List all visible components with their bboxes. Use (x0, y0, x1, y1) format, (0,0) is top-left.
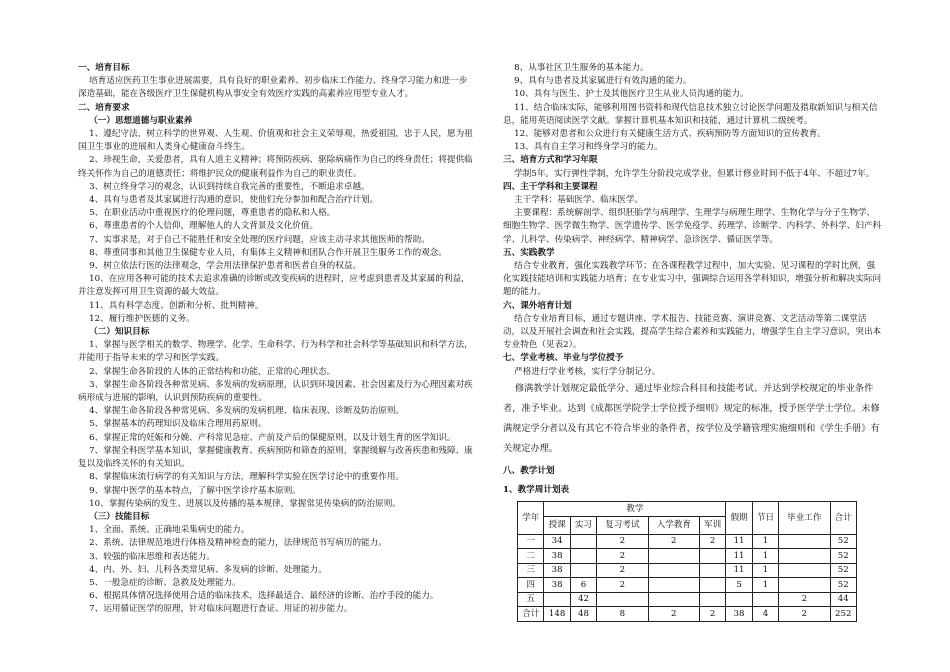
header-graduation: 毕业工作 (779, 502, 830, 535)
list-item: 10、在应用各种可能的技术去追求准确的诊断或改变疾病的进程时，应考虑到患者及其家属的利益，并注意发挥可用卫生资源的最大效益。 (78, 274, 470, 298)
table-cell: 11 (726, 534, 752, 549)
table-cell: 52 (830, 534, 856, 549)
list-item: 4、内、外、妇、儿科各类常见病、多发病的诊断、处理能力。 (89, 564, 327, 575)
table-cell: 11 (726, 563, 752, 578)
table-cell: 二 (518, 549, 544, 564)
header-review-exam: 复习考试 (597, 516, 648, 534)
list-item: 1、遵纪守法，树立科学的世界观、人生观、价值观和社会主义荣辱观，热爱祖国，忠于人民，愿为祖国卫生事业的进展和人类身心健康奋斗终生。 (78, 129, 473, 153)
table-cell: 2 (597, 534, 648, 549)
table-cell: 38 (544, 549, 570, 564)
list-item: 10、具有与医生、护士及其他医疗卫生从业人员沟通的能力。 (514, 89, 749, 100)
section-5-text: 结合专业教育，强化实践教学环节；在各课程教学过程中，加大实验、见习课程的学时比例，强化实践技能培训和实践能力培育；在专业实习中，强调综合运用各学科知识，增强分析和解决实际问题的能力。 (503, 261, 882, 298)
table-cell: 2 (699, 607, 725, 622)
subsection-3-title: （三）技能目标 (89, 511, 150, 522)
header-vacation: 假期 (726, 502, 752, 535)
section-1-text: 培育适应医药卫生事业进展需要，具有良好的职业素养、初步临床工作能力、终身学习能力和进一步深造基础，能在各级医疗卫生保健机构从事安全有效医疗实践的高素养应用型专业人才。 (78, 76, 468, 100)
table-cell: 8 (597, 607, 648, 622)
table-row (518, 592, 857, 607)
section-4-title: 四、主干学科和主要课程 (503, 181, 598, 192)
list-item: 6、掌握正常的妊娠和分娩、产科常见急症、产前及产后的保健原则，以及计划生育的医学知识。 (89, 432, 456, 443)
list-item: 4、具有与患者及其家属进行沟通的意识，使他们充分参加和配合治疗计划。 (89, 195, 379, 206)
list-item: 9、树立依法行医的法律观念，学会用法律保护患者和医者自身的权益。 (89, 261, 362, 272)
header-teaching: 教学 (544, 502, 726, 517)
header-entry-education: 入学教育 (648, 516, 699, 534)
teaching-week-table (517, 501, 857, 622)
table-cell: 五 (518, 592, 544, 607)
table-cell: 38 (544, 563, 570, 578)
header-lecture: 授课 (544, 516, 570, 534)
list-item: 8、从事社区卫生服务的基本能力。 (514, 63, 649, 73)
list-item: 5、在职业活动中重视医疗的伦理问题，尊重患者的隐私和人格。 (89, 208, 336, 219)
table-cell: 2 (597, 549, 648, 564)
table-cell (726, 592, 752, 607)
table-cell: 1 (752, 578, 778, 593)
table-cell: 6 (570, 578, 596, 593)
list-item: 3、较强的临床思维和表达能力。 (89, 551, 215, 562)
section-3-title: 三、培育方式和学习年限 (503, 155, 598, 166)
subsection-1-list (78, 128, 475, 326)
header-festival: 节日 (752, 502, 778, 535)
list-item: 11、结合临床实际，能够利用图书资料和现代信息技术独立讨论医学问题及猎取新知识与相关信息，能用英语阅读医学文献。掌握计算机基本知识和技能，通过计算机二级统考。 (503, 102, 878, 126)
table-cell: 52 (830, 578, 856, 593)
table-cell (779, 534, 830, 549)
table-row (518, 534, 857, 549)
table-cell (648, 549, 699, 564)
table-cell: 2 (779, 592, 830, 607)
section-5-title: 五、实践教学 (503, 247, 555, 258)
subsection-1-title: （一）思想道德与职业素养 (89, 115, 193, 126)
table-cell (544, 592, 570, 607)
list-item: 2、珍视生命，关爱患者，具有人道主义精神；将预防疾病、驱除病痛作为自己的终身责任；将提供临终关怀作为自己的道德责任；将维护民众的健康利益作为自己的职业责任。 (78, 155, 473, 179)
table-cell: 252 (830, 607, 856, 622)
section-3-text: 学制5年。实行弹性学制，允许学生分阶段完成学业，但累计修业时间不低于4年、不超过7年。 (514, 168, 875, 179)
table-row (518, 563, 857, 578)
table-cell: 2 (699, 534, 725, 549)
list-item: 2、系统、法律规范地进行体格及精神检查的能力，法律规范书写病历的能力。 (89, 538, 387, 549)
table-row (518, 549, 857, 564)
table-cell: 38 (544, 578, 570, 593)
table-cell (752, 592, 778, 607)
table-cell: 1 (752, 534, 778, 549)
list-item: 2、掌握生命各阶段的人体的正常结构和功能，正常的心理状态。 (89, 366, 336, 377)
table-cell: 44 (830, 592, 856, 607)
subsection-2-title: （二）知识目标 (89, 327, 150, 338)
table-cell (699, 549, 725, 564)
list-item: 6、尊重患者的个人信仰，理解他人的人文背景及文化价值。 (89, 221, 319, 232)
section-6-text: 结合专业培育目标，通过专题讲座、学术报告、技能竞赛、演讲竞赛、文艺活动等第二课堂活动，以及开展社会调查和社会实践，提高学生综合素养和实践能力，增强学生自主学习意识，突出本专业特色（见表2）。 (503, 313, 882, 351)
table-cell: 38 (726, 607, 752, 622)
list-item: 7、运用循证医学的原理，针对临床问题进行查证、用证的初步能力。 (89, 604, 353, 615)
list-item: 3、树立终身学习的观念，认识到持续自我完善的重要性，不断追求卓越。 (89, 181, 370, 192)
list-item: 9、掌握中医学的基本特点，了解中医学诊疗基本原则。 (89, 485, 301, 496)
table-cell: 2 (648, 607, 699, 622)
table-cell (779, 578, 830, 593)
table-cell: 一 (518, 534, 544, 549)
list-item: 3、掌握生命各阶段各种常见病、多发病的发病原理，认识到环境因素、社会因素及行为心理因素对疾病形成与进展的影响，认识到预防疾病的重要性。 (78, 379, 473, 404)
header-internship: 实习 (570, 516, 596, 534)
table-cell: 2 (597, 578, 648, 593)
table-cell: 2 (597, 563, 648, 578)
list-item: 10、掌握传染病的发生、进展以及传播的基本规律，掌握常见传染病的防治原则。 (89, 498, 401, 509)
table-cell: 4 (752, 607, 778, 622)
section-6-title: 六、课外培育计划 (503, 300, 572, 311)
table-header-row (518, 502, 857, 517)
section-4-text-1: 主干学科：基础医学、临床医学。 (514, 195, 644, 206)
table-row (518, 578, 857, 593)
table-cell (570, 549, 596, 564)
section-7-title: 七、学业考核、毕业与学位授予 (503, 353, 624, 364)
table-cell: 2 (779, 607, 830, 622)
left-column (78, 62, 475, 617)
table-total-row (518, 607, 857, 622)
skills-list-continued (503, 62, 883, 154)
table-cell (699, 592, 725, 607)
table-title: 1、教学周计划表 (503, 485, 570, 496)
table-cell: 三 (518, 563, 544, 578)
subsection-2-list (78, 339, 475, 511)
list-item: 7、掌握全科医学基本知识，掌握健康教育、疾病预防和筛查的原则，掌握缓解与改善疾患和残障、康复以及临终关怀的有关知识。 (78, 445, 473, 470)
list-item: 8、尊重同事和其他卫生保健专业人员，有集体主义精神和团队合作开展卫生服务工作的观念。 (89, 247, 447, 258)
table-cell (648, 592, 699, 607)
list-item: 1、全面、系统、正确地采集病史的能力。 (89, 525, 250, 536)
section-7-text-1: 严格进行学业考核，实行学分制记分。 (514, 366, 661, 377)
table-cell: 52 (830, 563, 856, 578)
table-cell: 48 (570, 607, 596, 622)
table-cell: 1 (752, 563, 778, 578)
right-column (503, 62, 883, 622)
table-cell (699, 578, 725, 593)
table-cell: 42 (570, 592, 596, 607)
table-cell: 11 (726, 549, 752, 564)
subsection-3-list (78, 524, 475, 616)
section-8-title: 八、教学计划 (503, 465, 555, 476)
table-cell: 合计 (518, 607, 544, 622)
table-cell (699, 563, 725, 578)
table-cell (648, 578, 699, 593)
list-item: 6、根据具体情况选择使用合适的临床技术，选择最适合、最经济的诊断、治疗手段的能力。 (89, 591, 439, 602)
list-item: 13、具有自主学习和终身学习的能力。 (514, 142, 663, 153)
list-item: 4、掌握生命各阶段各种常见病、多发病的发病机理、临床表现、诊断及防治原则。 (89, 406, 405, 417)
table-cell (648, 563, 699, 578)
list-item: 7、实事求是，对于自己不能胜任和安全处理的医疗问题，应该主动寻求其他医师的帮助。 (89, 234, 430, 245)
section-4-text-2: 主要课程：系统解剖学、组织胚胎学与病理学、生理学与病理生理学、生物化学与分子生物学、细胞生物学、医学微生物学、医学遗传学、医学免疫学、药理学、诊断学、内科学、外科学、妇产科学、儿科学、传染病学、神经病学、精神病学、急诊医学、循证医学等。 (503, 208, 882, 245)
list-item: 5、一般急症的诊断、急救及处理能力。 (89, 577, 241, 588)
table-cell: 5 (726, 578, 752, 593)
header-military: 军训 (699, 516, 725, 534)
table-cell: 四 (518, 578, 544, 593)
list-item: 9、具有与患者及其家属进行有效沟通的能力。 (514, 76, 692, 87)
table-cell (570, 534, 596, 549)
table-cell: 148 (544, 607, 570, 622)
table-cell: 2 (648, 534, 699, 549)
header-total: 合计 (830, 502, 856, 535)
table-cell: 1 (752, 549, 778, 564)
table-cell: 34 (544, 534, 570, 549)
list-item: 12、履行维护医德的义务。 (89, 313, 195, 324)
section-2-title: 二、培育要求 (78, 102, 130, 113)
table-cell (597, 592, 648, 607)
table-cell (779, 549, 830, 564)
list-item: 5、掌握基本的药理知识及临床合理用药原则。 (89, 419, 267, 430)
table-cell (779, 563, 830, 578)
section-1-title: 一、培育目标 (78, 63, 130, 73)
list-item: 8、掌握临床流行病学的有关知识与方法，理解科学实验在医学讨论中的重要作用。 (89, 472, 405, 483)
table-cell: 52 (830, 549, 856, 564)
list-item: 12、能够对患者和公众进行有关健康生活方式、疾病预防等方面知识的宣传教育。 (514, 129, 826, 140)
section-7-text-2: 修满教学计划规定最低学分、通过毕业综合科目和技能考试、并达到学校规定的毕业条件者，准予毕业。达到《成都医学院学士学位授予细则》规定的标准，授予医学学士学位。未修满规定学分者以及有其它不符合毕业的条件者，按学位及学籍管理实施细则和《学生手册》有关规定办理。 (503, 382, 880, 454)
header-year: 学年 (518, 502, 544, 535)
list-item: 11、具有科学态度、创新和分析、批判精神。 (89, 300, 264, 311)
list-item: 1、掌握与医学相关的数学、物理学、化学、生命科学、行为科学和社会科学等基础知识和科学方法，并能用于指导未来的学习和医学实践。 (78, 340, 473, 364)
table-cell (570, 563, 596, 578)
